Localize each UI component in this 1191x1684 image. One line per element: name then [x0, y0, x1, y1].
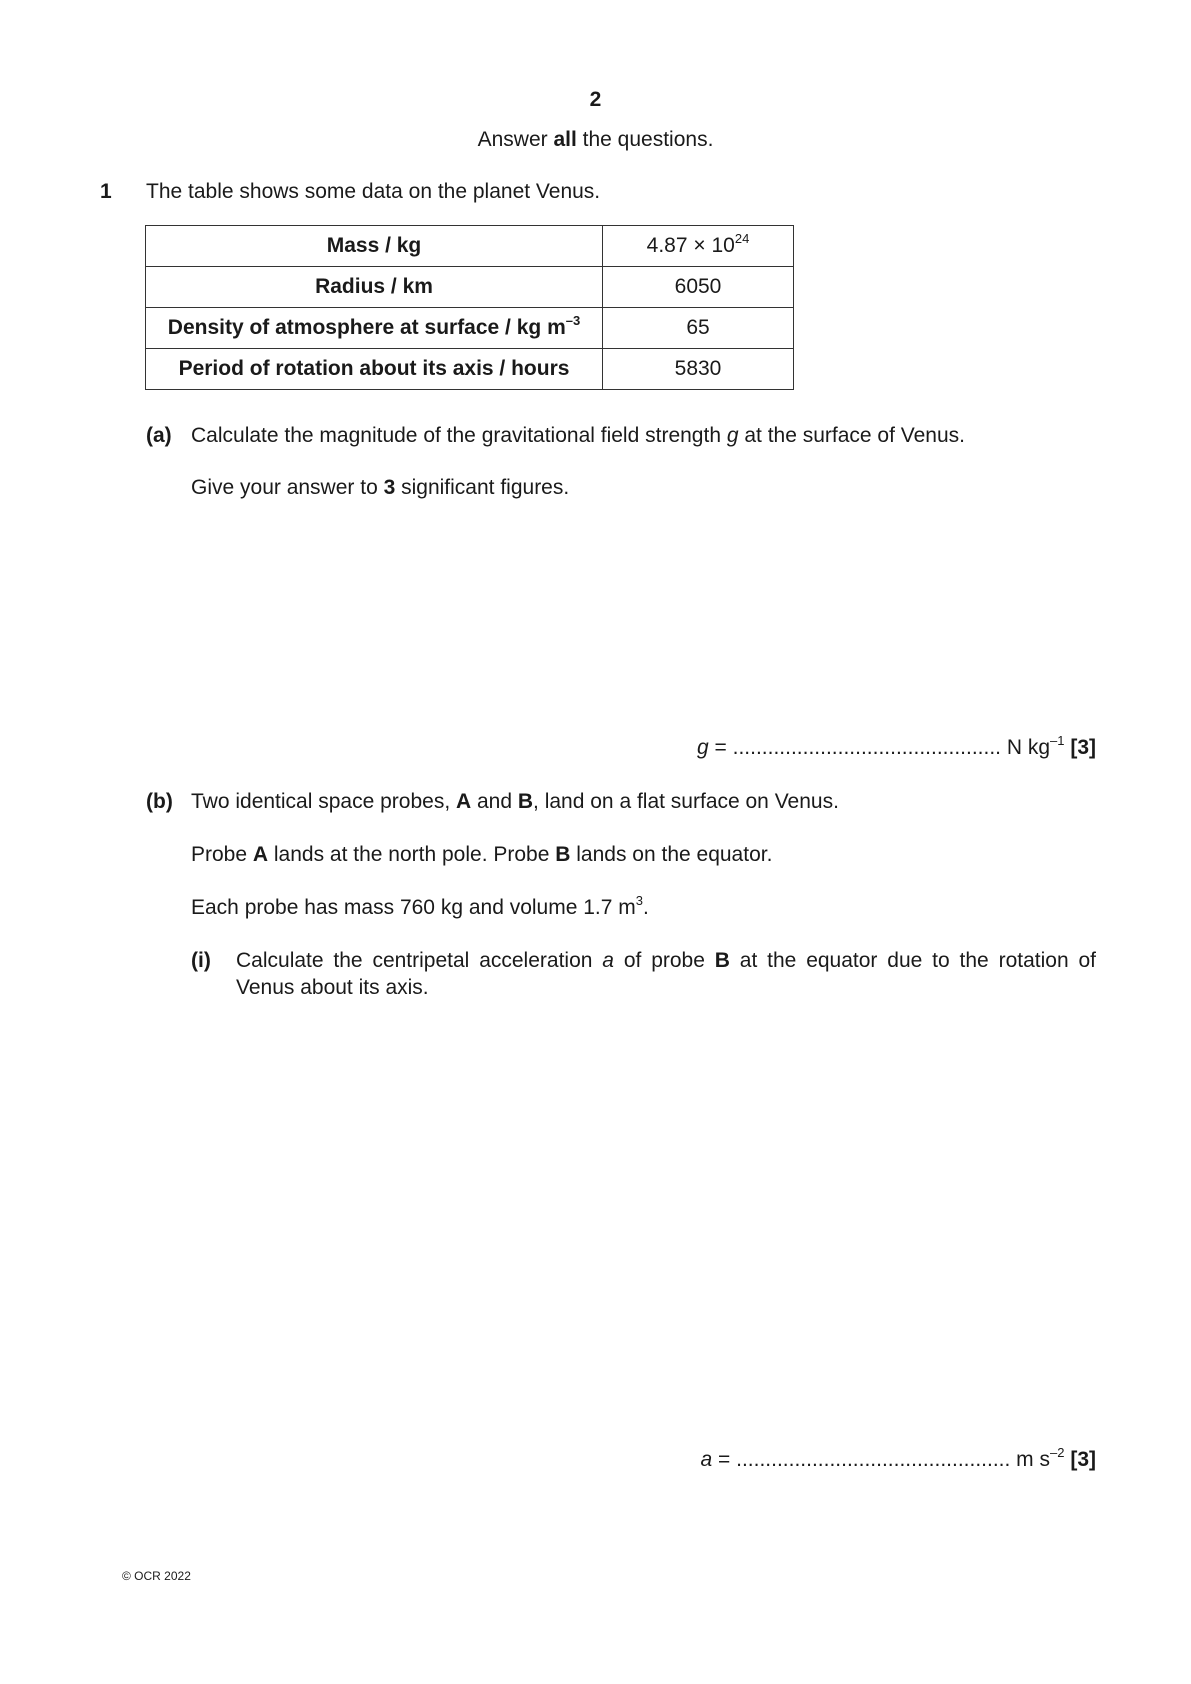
- part-b-text: lands on the equator.: [570, 843, 773, 866]
- table-value-cell: [603, 349, 794, 390]
- answer-blank[interactable]: ..............................................: [732, 736, 1001, 759]
- period-value: 5830: [674, 357, 722, 380]
- subpart-i-line2: Venus about its axis.: [236, 976, 429, 999]
- part-b-line3: [191, 893, 649, 920]
- answer-unit: m s: [1010, 1448, 1051, 1471]
- question-stem: The table shows some data on the planet Venus.: [146, 180, 601, 203]
- part-a-variable: g: [726, 424, 739, 447]
- answer-variable: a: [700, 1448, 713, 1471]
- density-value: 65: [686, 316, 710, 339]
- subpart-i-answer-line: [700, 1445, 1096, 1472]
- subpart-i-text: of probe: [613, 949, 715, 972]
- answer-unit: N kg: [1001, 736, 1051, 759]
- page-number: 2: [589, 88, 602, 111]
- part-b-text: Each probe has mass 760 kg and volume 1.7 m: [191, 896, 636, 919]
- probe-b-label: B: [555, 843, 571, 866]
- mass-label: Mass / kg: [326, 234, 422, 257]
- part-b-text: and: [471, 790, 518, 813]
- part-a-question: [191, 424, 965, 448]
- part-b-line1: [191, 790, 839, 814]
- table-value-cell: [603, 308, 794, 349]
- table-value-cell: [603, 267, 794, 308]
- mass-exponent: 24: [734, 231, 750, 246]
- probe-a-label: A: [252, 843, 269, 866]
- part-a-text: Calculate the magnitude of the gravitational field strength: [191, 424, 727, 447]
- table-value-cell: [603, 226, 794, 267]
- part-b-text: Probe: [191, 843, 253, 866]
- part-a-label: (a): [146, 424, 172, 447]
- table-row: [146, 267, 794, 308]
- part-b-label: (b): [146, 790, 173, 813]
- question-number: 1: [100, 180, 112, 203]
- subpart-i-text: Calculate the centripetal acceleration: [236, 949, 603, 972]
- table-row: [146, 349, 794, 390]
- subpart-i-text: at the equator due to the rotation of: [729, 949, 1096, 972]
- answer-blank[interactable]: ...............................................: [736, 1448, 1011, 1471]
- part-a-text: significant figures.: [395, 476, 570, 499]
- sigfig-count: 3: [383, 476, 396, 499]
- instruction-text-post: the questions.: [576, 128, 714, 151]
- table-row: [146, 226, 794, 267]
- part-b-text: .: [643, 896, 649, 919]
- part-a-answer-line: [696, 733, 1096, 760]
- subpart-i-label: (i): [191, 949, 211, 972]
- radius-label: Radius / km: [315, 275, 433, 298]
- answer-variable: g: [696, 736, 709, 759]
- answer-unit-exponent: –1: [1050, 733, 1065, 748]
- table-label-cell: [146, 349, 603, 390]
- subpart-i-variable: a: [602, 949, 614, 972]
- instruction: [0, 128, 1191, 152]
- part-a-sigfig-instruction: [191, 476, 569, 500]
- radius-value: 6050: [674, 275, 722, 298]
- venus-data-table: [145, 225, 794, 390]
- instruction-text-pre: Answer: [477, 128, 554, 151]
- probe-b-label: B: [517, 790, 534, 813]
- probe-b-label: B: [714, 949, 730, 972]
- instruction-emphasis: all: [553, 128, 577, 151]
- answer-equals: =: [712, 1448, 737, 1471]
- density-label: Density of atmosphere at surface / kg m: [167, 316, 566, 339]
- marks-badge: [3]: [1070, 736, 1096, 759]
- part-a-text: at the surface of Venus.: [738, 424, 965, 447]
- table-label-cell: [146, 308, 603, 349]
- answer-unit-exponent: –2: [1050, 1445, 1065, 1460]
- part-b-line2: [191, 843, 772, 867]
- subpart-i-line1: [236, 949, 1096, 973]
- copyright-footer: © OCR 2022: [122, 1569, 191, 1583]
- mass-value: 4.87 × 10: [646, 234, 735, 257]
- volume-exponent: 3: [635, 893, 643, 908]
- marks-badge: [3]: [1070, 1448, 1096, 1471]
- probe-a-label: A: [455, 790, 472, 813]
- table-label-cell: [146, 226, 603, 267]
- table-row: [146, 308, 794, 349]
- answer-equals: =: [708, 736, 733, 759]
- part-b-text: , land on a flat surface on Venus.: [533, 790, 839, 813]
- density-unit-exponent: –3: [565, 313, 581, 328]
- period-label: Period of rotation about its axis / hours: [178, 357, 570, 380]
- part-a-text: Give your answer to: [191, 476, 384, 499]
- table-label-cell: [146, 267, 603, 308]
- part-b-text: Two identical space probes,: [191, 790, 456, 813]
- part-b-text: lands at the north pole. Probe: [268, 843, 556, 866]
